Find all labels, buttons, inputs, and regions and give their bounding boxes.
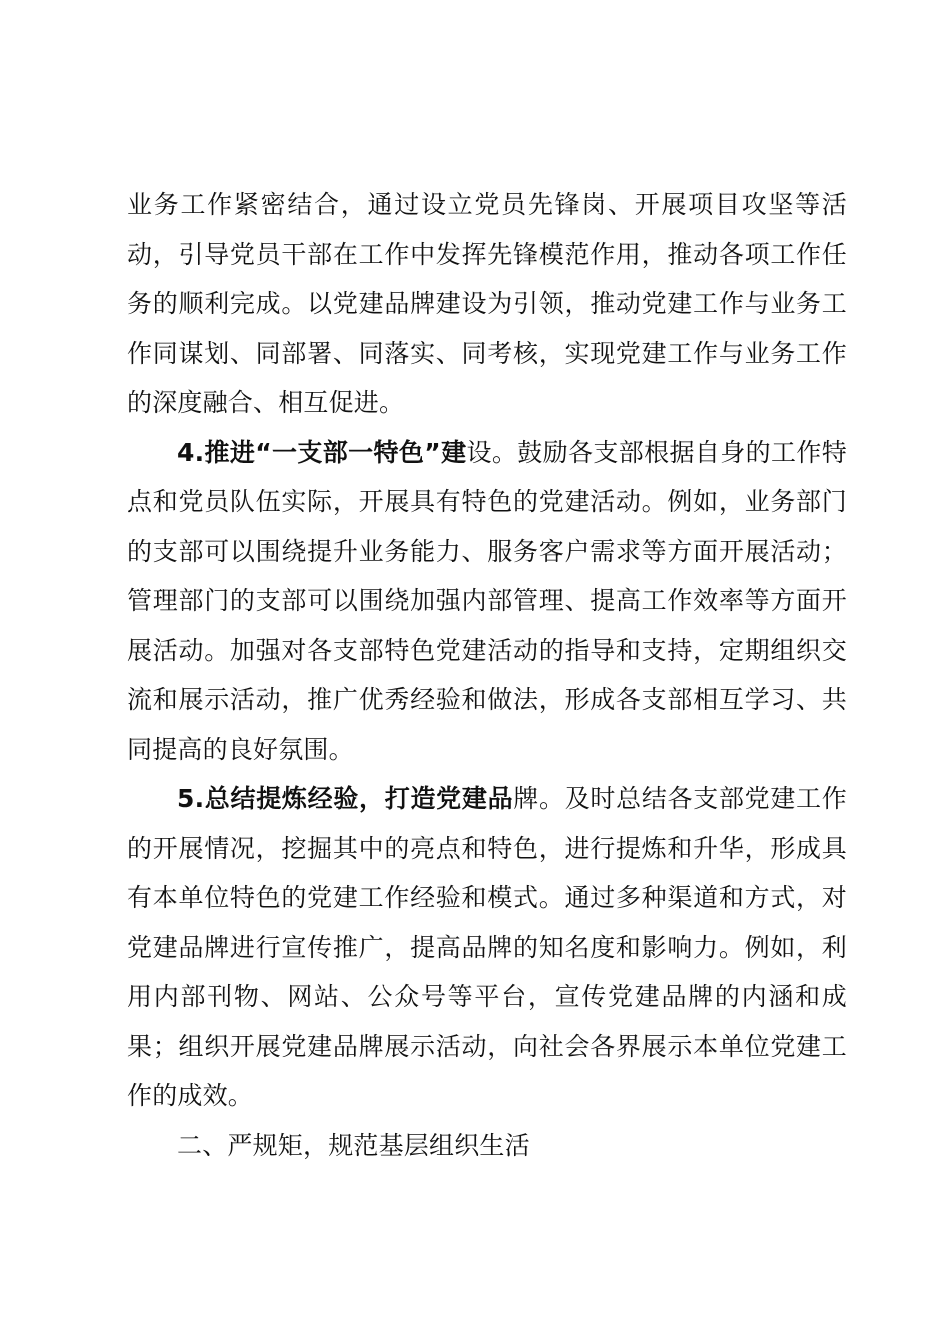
- section-heading: 二、严规矩，规范基层组织生活: [177, 1130, 530, 1160]
- item-5-body: 牌。及时总结各支部党建工作的开展情况，挖掘其中的亮点和特色，进行提炼和升华，形成具有本单位特色的党建工作经验和模式。通过多种渠道和方式，对党建品牌进行宣传推广，提高品牌的知名度和影响力。例如，利用内部刊物、网站、公众号等平台，宣传党建品牌的内涵和成果；组织开展党建品牌展示活动，向社会各界展示本单位党建工作的成效。: [127, 784, 847, 1110]
- paragraph-item-5: [127, 774, 847, 1121]
- item-5-lead: 5.总结提炼经验，打造党建品: [177, 784, 514, 813]
- paragraph-continuation: 业务工作紧密结合，通过设立党员先锋岗、开展项目攻坚等活动，引导党员干部在工作中发挥先锋模范作用，推动各项工作任务的顺利完成。以党建品牌建设为引领，推动党建工作与业务工作同谋划、同部署、同落实、同考核，实现党建工作与业务工作的深度融合、相互促进。: [127, 190, 847, 417]
- item-4-body: 设。鼓励各支部根据自身的工作特点和党员队伍实际，开展具有特色的党建活动。例如，业务部门的支部可以围绕提升业务能力、服务客户需求等方面开展活动；管理部门的支部可以围绕加强内部管理、提高工作效率等方面开展活动。加强对各支部特色党建活动的指导和支持，定期组织交流和展示活动，推广优秀经验和做法，形成各支部相互学习、共同提高的良好氛围。: [127, 437, 847, 764]
- item-4-lead: 4.推进“一支部一特色”建: [177, 437, 467, 467]
- paragraph-item-4: [127, 428, 847, 775]
- document-body: [127, 180, 847, 1170]
